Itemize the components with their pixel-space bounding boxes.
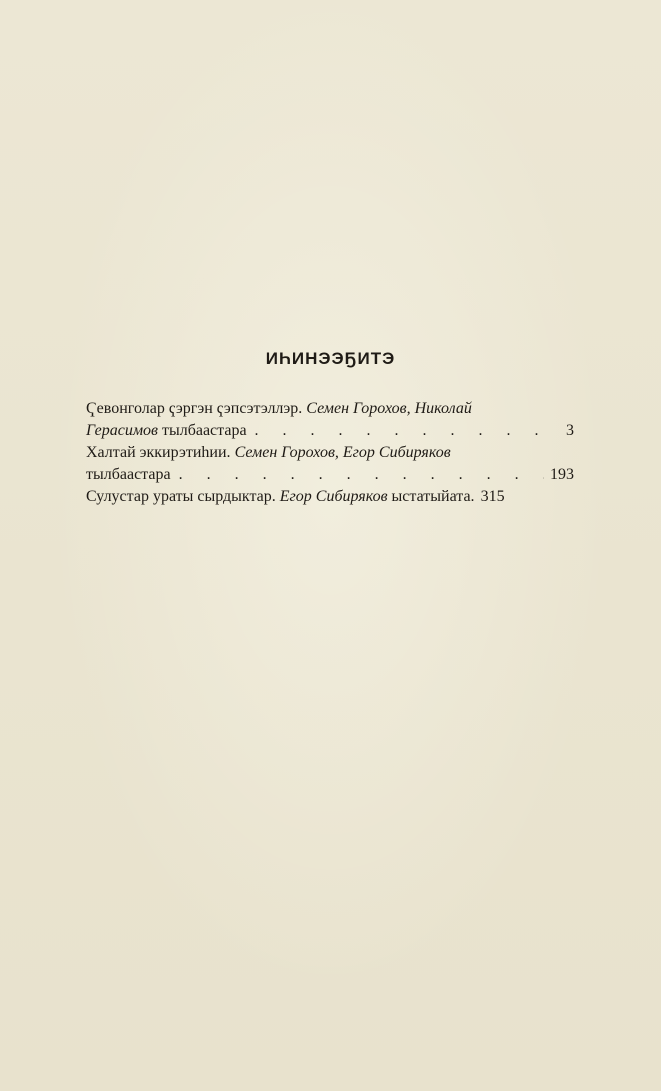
toc-entry-authors: Егор Сибиряков [279, 488, 388, 505]
toc-leader-dots [179, 464, 544, 486]
toc-leader-dots [255, 420, 560, 442]
toc-entry [86, 442, 574, 486]
toc-line [86, 398, 574, 420]
toc-line [86, 486, 574, 508]
page-title: ИҺИНЭЭҔИТЭ [265, 349, 396, 368]
toc-entry-suffix: тылбаастара [86, 466, 171, 483]
toc-page-number: 3 [566, 422, 574, 439]
toc-entry-suffix: ыстатыйата. [391, 488, 475, 505]
toc-entry-authors: Семен Горохов, Егор Сибиряков [234, 444, 451, 461]
toc-entry-suffix: тылбаастара [161, 422, 247, 439]
toc-entry-title: Ҁевонголар ҁэргэн ҁэпсэтэллэр. [86, 400, 303, 417]
toc-entry-authors: Семен Горохов, Николай [306, 400, 472, 417]
table-of-contents [86, 398, 574, 508]
toc-page-number: 193 [550, 466, 574, 483]
toc-entry-authors: Герасимов [86, 422, 158, 439]
toc-page-number: 315 [480, 488, 505, 505]
toc-entry-title: Халтай эккирэтиһии. [86, 444, 231, 461]
toc-entry [86, 398, 574, 442]
toc-entry [86, 486, 574, 508]
toc-line [86, 464, 574, 486]
toc-line [86, 420, 574, 442]
toc-line [86, 442, 574, 464]
toc-entry-title: Сулустар ураты сырдыктар. [86, 488, 276, 505]
